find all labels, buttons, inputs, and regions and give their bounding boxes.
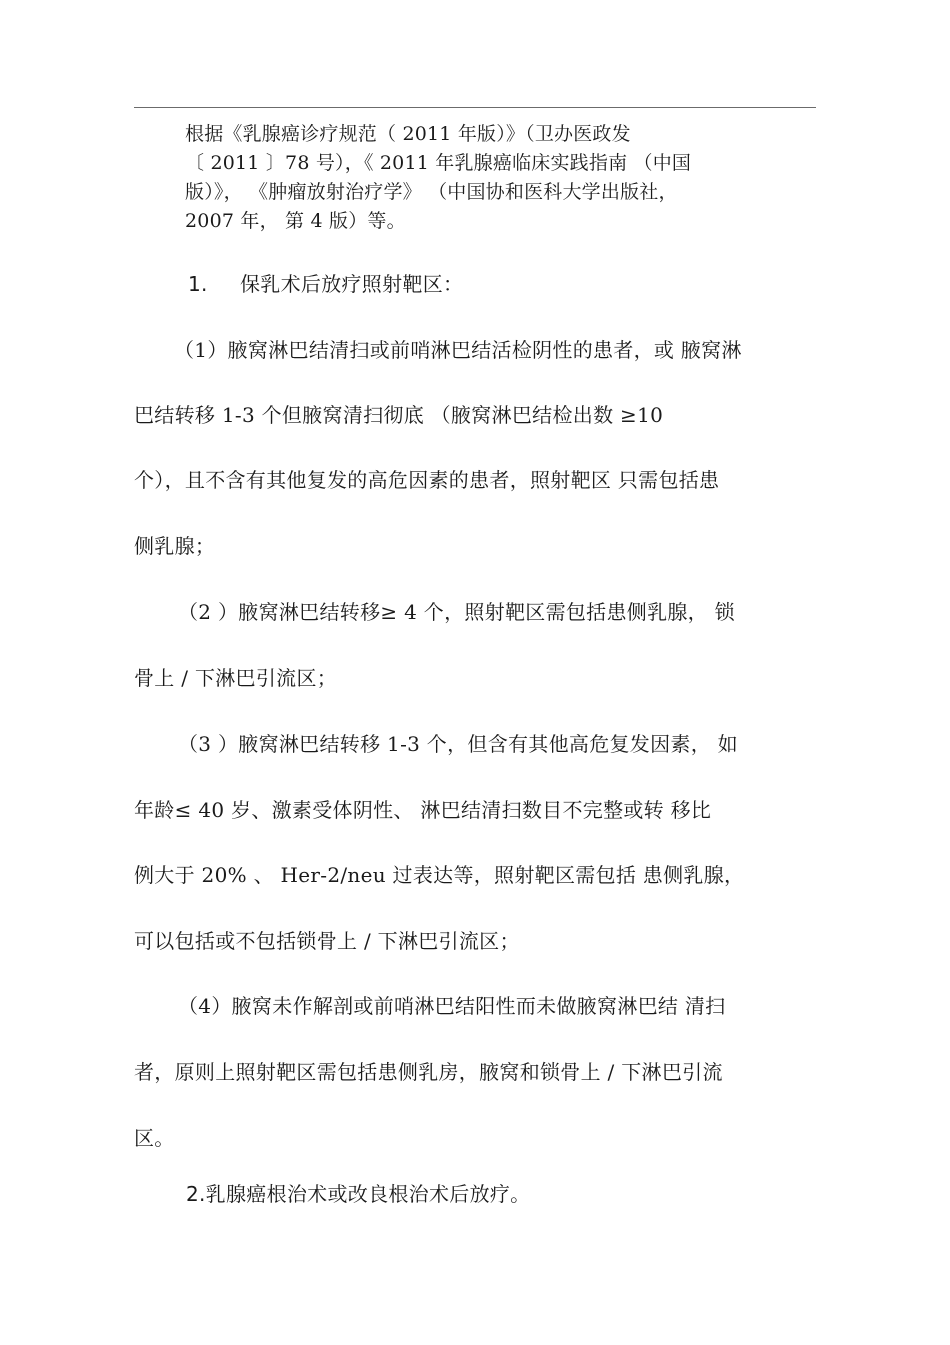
item-4-line: 者，原则上照射靶区需包括患侧乳房，腋窝和锁骨上 / 下淋巴引流: [134, 1060, 723, 1084]
reference-line: 〔 2011 〕78 号），《 2011 年乳腺癌临床实践指南 （中国: [185, 152, 692, 174]
item-3-line: 例大于 20% 、 Her-2/neu 过表达等，照射靶区需包括 患侧乳腺，: [134, 863, 745, 887]
item-2-line: 骨上 / 下淋巴引流区；: [134, 666, 338, 690]
item-4-line: （4）腋窝未作解剖或前哨淋巴结阳性而未做腋窝淋巴结 清扫: [178, 994, 726, 1018]
item-3-line: （3 ）腋窝淋巴结转移 1-3 个，但含有其他高危复发因素， 如: [178, 732, 738, 756]
item-1-line: 个），且不含有其他复发的高危因素的患者，照射靶区 只需包括患: [134, 468, 720, 492]
reference-line: 2007 年， 第 4 版）等。: [185, 210, 406, 232]
item-1-line: 侧乳腺；: [134, 534, 216, 558]
header-rule: [134, 107, 816, 108]
section-1-number: 1.: [188, 272, 208, 296]
section-1-title: 保乳术后放疗照射靶区：: [240, 272, 464, 296]
item-4-line: 区。: [134, 1126, 175, 1150]
reference-paragraph: [185, 120, 810, 236]
section-2-heading: 2.乳腺癌根治术或改良根治术后放疗。: [186, 1182, 531, 1206]
reference-line: 根据《乳腺癌诊疗规范（ 2011 年版）》（卫办医政发: [185, 123, 631, 145]
item-1-line: 巴结转移 1-3 个但腋窝清扫彻底 （腋窝淋巴结检出数 ≥10: [134, 403, 664, 427]
item-3-line: 年龄≤ 40 岁、激素受体阴性、 淋巴结清扫数目不完整或转 移比: [134, 798, 712, 822]
item-1-line: （1）腋窝淋巴结清扫或前哨淋巴结活检阴性的患者，或 腋窝淋: [174, 338, 742, 362]
item-3-line: 可以包括或不包括锁骨上 / 下淋巴引流区；: [134, 929, 520, 953]
reference-line: 版）》， 《肿瘤放射治疗学》 （中国协和医科大学出版社，: [185, 181, 678, 203]
item-2-line: （2 ）腋窝淋巴结转移≥ 4 个，照射靶区需包括患侧乳腺， 锁: [178, 600, 735, 624]
